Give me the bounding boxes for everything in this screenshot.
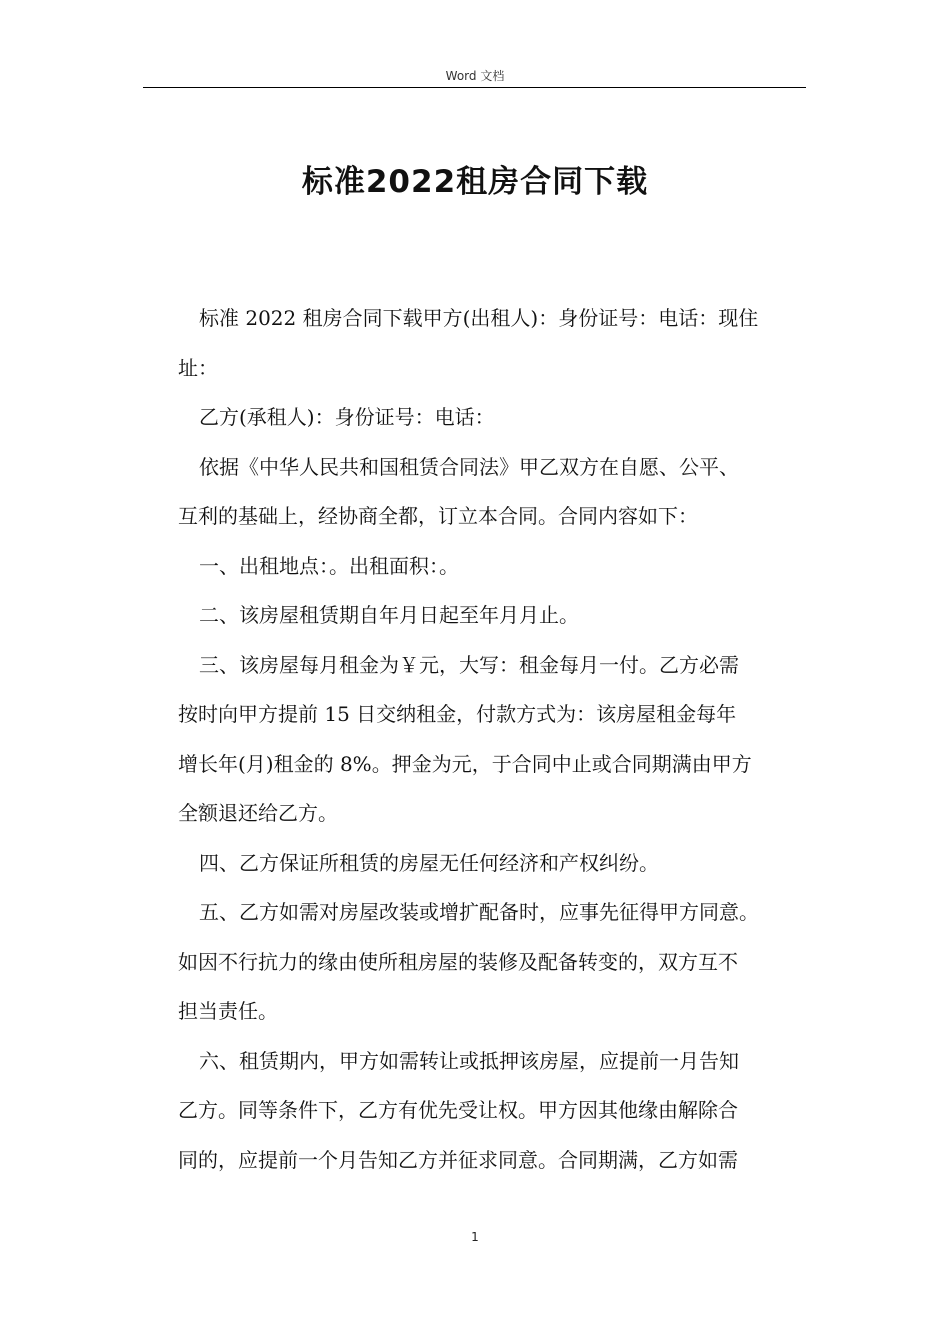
paragraph-line: 乙方。同等条件下，乙方有优先受让权。甲方因其他缘由解除合 xyxy=(178,1098,738,1122)
document-title: 标准2022租房合同下载 xyxy=(301,164,649,200)
paragraph-line: 互利的基础上，经协商全都，订立本合同。合同内容如下： xyxy=(178,504,698,528)
paragraph-line: 五、乙方如需对房屋改装或增扩配备时，应事先征得甲方同意。 xyxy=(199,900,759,924)
paragraph-line: 依据《中华人民共和国租赁合同法》甲乙双方在自愿、公平、 xyxy=(199,454,739,479)
paragraph-line: 一、出租地点：。出租面积：。 xyxy=(199,553,459,578)
paragraph-line: 如因不行抗力的缘由使所租房屋的装修及配备转变的，双方互不 xyxy=(178,949,738,974)
paragraph-line: 四、乙方保证所租赁的房屋无任何经济和产权纠纷。 xyxy=(199,850,659,875)
paragraph-line: 按时向甲方提前 15 日交纳租金，付款方式为：该房屋租金每年 xyxy=(178,702,737,726)
paragraph-line: 二、该房屋租赁期自年月日起至年月月止。 xyxy=(199,603,579,627)
paragraph-line: 六、租赁期内，甲方如需转让或抵押该房屋，应提前一月告知 xyxy=(199,1048,739,1073)
paragraph-line: 同的，应提前一个月告知乙方并征求同意。合同期满，乙方如需 xyxy=(178,1147,738,1172)
header-divider xyxy=(143,87,806,88)
paragraph-line: 全额退还给乙方。 xyxy=(178,801,338,825)
paragraph-line: 址： xyxy=(178,355,218,380)
paragraph-line: 乙方(承租人)：身份证号：电话： xyxy=(199,405,495,429)
paragraph-line: 担当责任。 xyxy=(178,999,278,1023)
paragraph-line: 三、该房屋每月租金为￥元，大写：租金每月一付。乙方必需 xyxy=(199,652,739,677)
document-body xyxy=(178,294,808,1185)
page-header-label: Word 文档 xyxy=(445,69,505,83)
paragraph-line: 增长年(月)租金的 8%。押金为元，于合同中止或合同期满由甲方 xyxy=(178,751,752,776)
paragraph-line: 标准 2022 租房合同下载甲方(出租人)：身份证号：电话：现住 xyxy=(199,306,759,330)
page-number: 1 xyxy=(471,1230,479,1244)
